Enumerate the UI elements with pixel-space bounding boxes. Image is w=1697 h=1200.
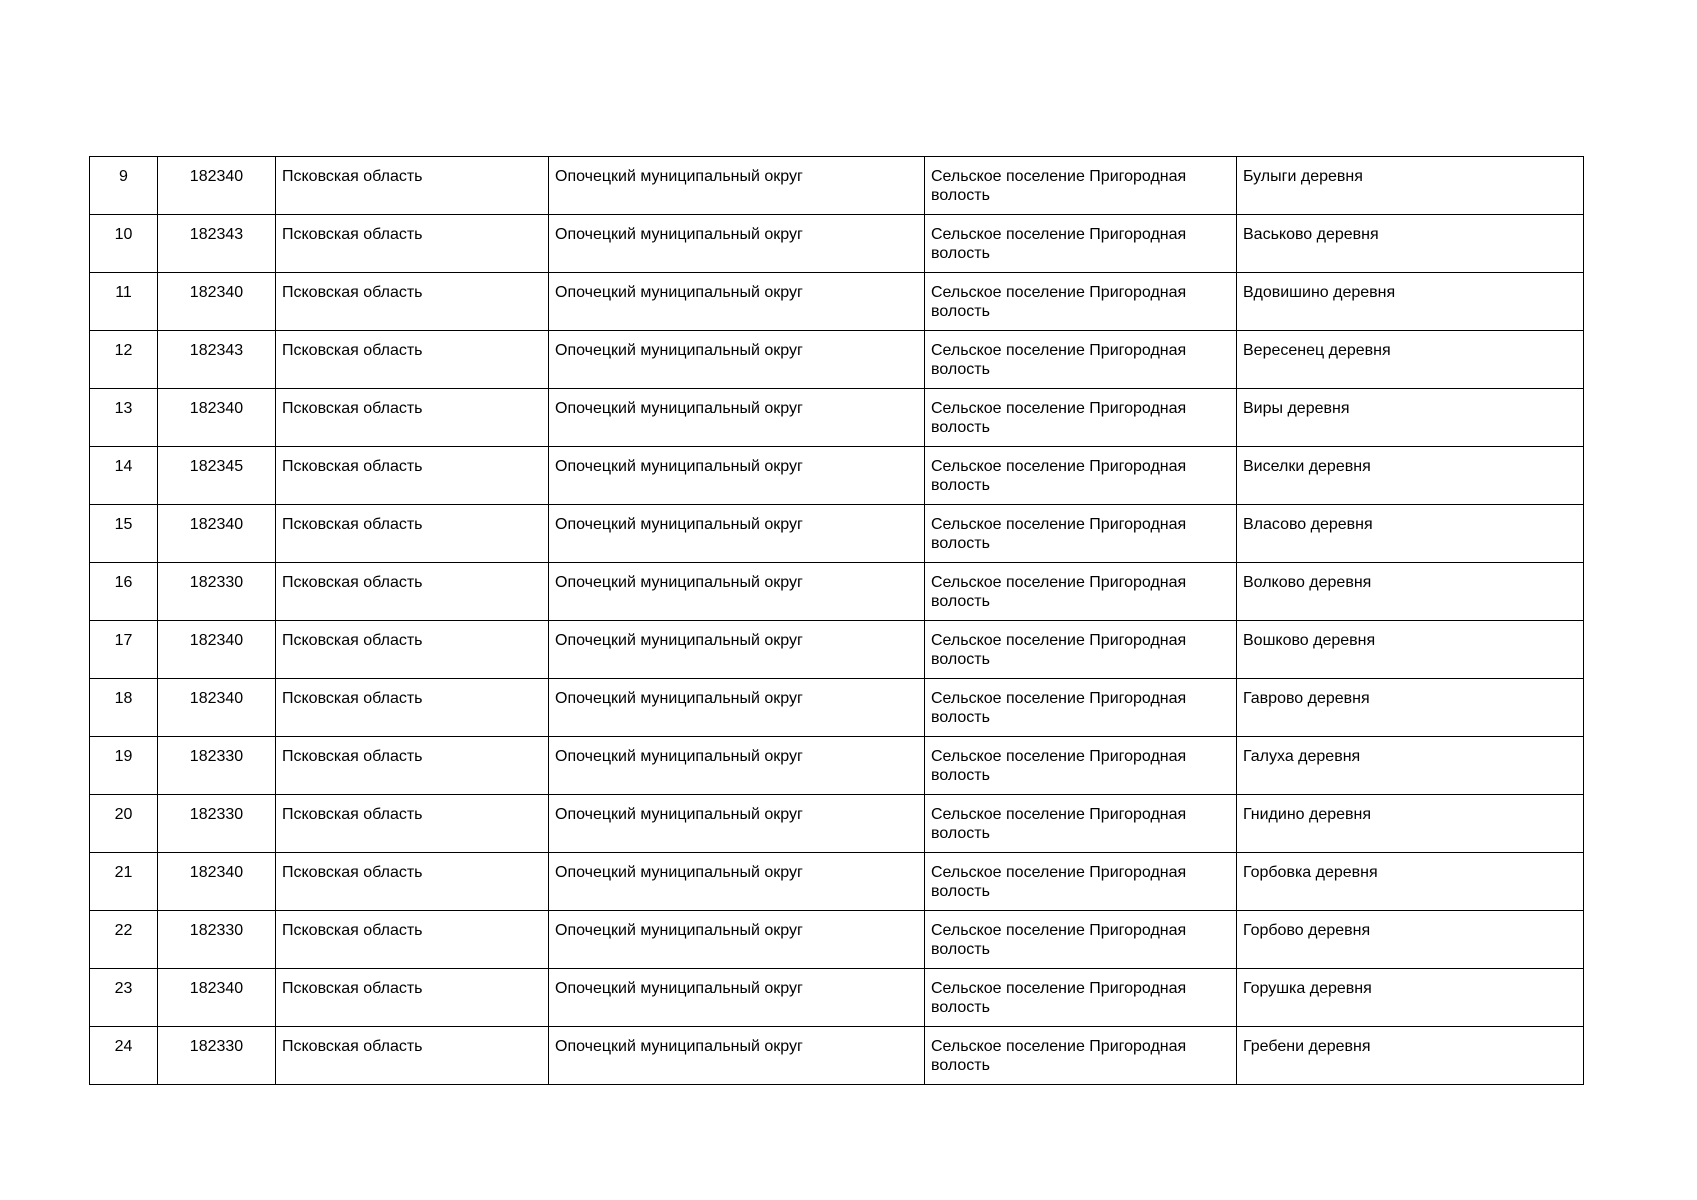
- locality-cell: Васьково деревня: [1237, 215, 1584, 273]
- locality-cell: Виселки деревня: [1237, 447, 1584, 505]
- row-number-cell: 23: [90, 969, 158, 1027]
- settlement-cell: Сельское поселение Пригородная волость: [925, 911, 1237, 969]
- region-cell: Псковская область: [276, 215, 549, 273]
- postal-code-cell: 182340: [158, 969, 276, 1027]
- table-row: [90, 1027, 1584, 1085]
- settlements-table: [89, 156, 1584, 1085]
- region-cell: Псковская область: [276, 969, 549, 1027]
- district-cell: Опочецкий муниципальный округ: [549, 505, 925, 563]
- district-cell: Опочецкий муниципальный округ: [549, 621, 925, 679]
- table-row: [90, 969, 1584, 1027]
- settlements-table-body: [90, 157, 1584, 1085]
- locality-cell: Вошково деревня: [1237, 621, 1584, 679]
- district-cell: Опочецкий муниципальный округ: [549, 969, 925, 1027]
- settlement-cell: Сельское поселение Пригородная волость: [925, 331, 1237, 389]
- postal-code-cell: 182330: [158, 795, 276, 853]
- table-row: [90, 331, 1584, 389]
- postal-code-cell: 182330: [158, 737, 276, 795]
- district-cell: Опочецкий муниципальный округ: [549, 389, 925, 447]
- district-cell: Опочецкий муниципальный округ: [549, 911, 925, 969]
- district-cell: Опочецкий муниципальный округ: [549, 795, 925, 853]
- table-row: [90, 795, 1584, 853]
- postal-code-cell: 182340: [158, 389, 276, 447]
- district-cell: Опочецкий муниципальный округ: [549, 737, 925, 795]
- district-cell: Опочецкий муниципальный округ: [549, 1027, 925, 1085]
- district-cell: Опочецкий муниципальный округ: [549, 853, 925, 911]
- row-number-cell: 17: [90, 621, 158, 679]
- locality-cell: Виры деревня: [1237, 389, 1584, 447]
- locality-cell: Волково деревня: [1237, 563, 1584, 621]
- district-cell: Опочецкий муниципальный округ: [549, 331, 925, 389]
- postal-code-cell: 182345: [158, 447, 276, 505]
- postal-code-cell: 182340: [158, 679, 276, 737]
- row-number-cell: 11: [90, 273, 158, 331]
- postal-code-cell: 182343: [158, 215, 276, 273]
- locality-cell: Власово деревня: [1237, 505, 1584, 563]
- row-number-cell: 16: [90, 563, 158, 621]
- settlement-cell: Сельское поселение Пригородная волость: [925, 795, 1237, 853]
- row-number-cell: 12: [90, 331, 158, 389]
- region-cell: Псковская область: [276, 273, 549, 331]
- locality-cell: Горушка деревня: [1237, 969, 1584, 1027]
- region-cell: Псковская область: [276, 737, 549, 795]
- table-row: [90, 273, 1584, 331]
- row-number-cell: 21: [90, 853, 158, 911]
- district-cell: Опочецкий муниципальный округ: [549, 447, 925, 505]
- locality-cell: Галуха деревня: [1237, 737, 1584, 795]
- postal-code-cell: 182330: [158, 563, 276, 621]
- region-cell: Псковская область: [276, 389, 549, 447]
- table-row: [90, 563, 1584, 621]
- table-row: [90, 447, 1584, 505]
- table-row: [90, 505, 1584, 563]
- locality-cell: Гаврово деревня: [1237, 679, 1584, 737]
- postal-code-cell: 182340: [158, 273, 276, 331]
- locality-cell: Горбово деревня: [1237, 911, 1584, 969]
- district-cell: Опочецкий муниципальный округ: [549, 157, 925, 215]
- postal-code-cell: 182330: [158, 911, 276, 969]
- postal-code-cell: 182340: [158, 621, 276, 679]
- region-cell: Псковская область: [276, 795, 549, 853]
- locality-cell: Горбовка деревня: [1237, 853, 1584, 911]
- settlement-cell: Сельское поселение Пригородная волость: [925, 621, 1237, 679]
- region-cell: Псковская область: [276, 447, 549, 505]
- postal-code-cell: 182340: [158, 157, 276, 215]
- region-cell: Псковская область: [276, 911, 549, 969]
- postal-code-cell: 182330: [158, 1027, 276, 1085]
- region-cell: Псковская область: [276, 679, 549, 737]
- region-cell: Псковская область: [276, 505, 549, 563]
- settlement-cell: Сельское поселение Пригородная волость: [925, 157, 1237, 215]
- region-cell: Псковская область: [276, 563, 549, 621]
- settlement-cell: Сельское поселение Пригородная волость: [925, 679, 1237, 737]
- row-number-cell: 18: [90, 679, 158, 737]
- table-row: [90, 853, 1584, 911]
- row-number-cell: 14: [90, 447, 158, 505]
- locality-cell: Булыги деревня: [1237, 157, 1584, 215]
- region-cell: Псковская область: [276, 621, 549, 679]
- table-row: [90, 911, 1584, 969]
- table-row: [90, 737, 1584, 795]
- settlement-cell: Сельское поселение Пригородная волость: [925, 563, 1237, 621]
- settlement-cell: Сельское поселение Пригородная волость: [925, 1027, 1237, 1085]
- settlement-cell: Сельское поселение Пригородная волость: [925, 737, 1237, 795]
- table-row: [90, 679, 1584, 737]
- region-cell: Псковская область: [276, 157, 549, 215]
- district-cell: Опочецкий муниципальный округ: [549, 679, 925, 737]
- table-row: [90, 157, 1584, 215]
- district-cell: Опочецкий муниципальный округ: [549, 273, 925, 331]
- row-number-cell: 9: [90, 157, 158, 215]
- region-cell: Псковская область: [276, 853, 549, 911]
- district-cell: Опочецкий муниципальный округ: [549, 563, 925, 621]
- settlement-cell: Сельское поселение Пригородная волость: [925, 853, 1237, 911]
- postal-code-cell: 182340: [158, 853, 276, 911]
- settlement-cell: Сельское поселение Пригородная волость: [925, 273, 1237, 331]
- row-number-cell: 10: [90, 215, 158, 273]
- locality-cell: Вдовишино деревня: [1237, 273, 1584, 331]
- district-cell: Опочецкий муниципальный округ: [549, 215, 925, 273]
- postal-code-cell: 182343: [158, 331, 276, 389]
- locality-cell: Гнидино деревня: [1237, 795, 1584, 853]
- settlement-cell: Сельское поселение Пригородная волость: [925, 215, 1237, 273]
- region-cell: Псковская область: [276, 1027, 549, 1085]
- locality-cell: Гребени деревня: [1237, 1027, 1584, 1085]
- table-row: [90, 389, 1584, 447]
- row-number-cell: 19: [90, 737, 158, 795]
- settlement-cell: Сельское поселение Пригородная волость: [925, 447, 1237, 505]
- table-row: [90, 215, 1584, 273]
- row-number-cell: 20: [90, 795, 158, 853]
- table-row: [90, 621, 1584, 679]
- locality-cell: Вересенец деревня: [1237, 331, 1584, 389]
- settlement-cell: Сельское поселение Пригородная волость: [925, 969, 1237, 1027]
- settlement-cell: Сельское поселение Пригородная волость: [925, 505, 1237, 563]
- row-number-cell: 13: [90, 389, 158, 447]
- row-number-cell: 24: [90, 1027, 158, 1085]
- postal-code-cell: 182340: [158, 505, 276, 563]
- row-number-cell: 15: [90, 505, 158, 563]
- settlement-cell: Сельское поселение Пригородная волость: [925, 389, 1237, 447]
- row-number-cell: 22: [90, 911, 158, 969]
- region-cell: Псковская область: [276, 331, 549, 389]
